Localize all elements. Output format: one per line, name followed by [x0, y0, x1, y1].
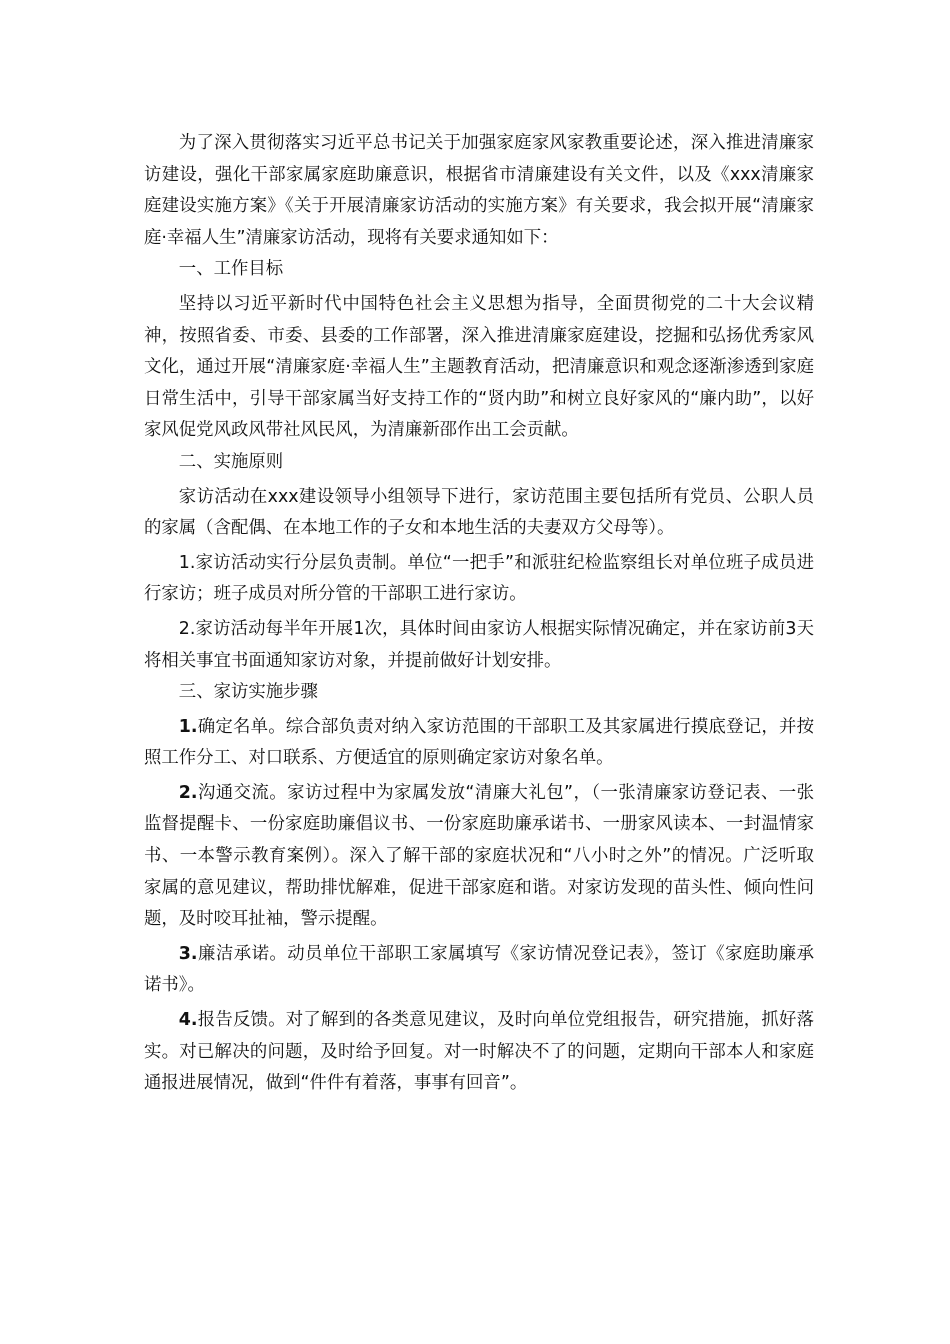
section-2-item-2: 2.家访活动每半年开展1次，具体时间由家访人根据实际情况确定，并在家访前3天将相关事宜书面通知家访对象，并提前做好计划安排。 — [144, 618, 814, 671]
step-number: 1. — [178, 716, 198, 737]
section-3-step-1 — [144, 712, 814, 775]
intro-paragraph: 为了深入贯彻落实习近平总书记关于加强家庭家风家教重要论述，深入推进清廉家访建设，强化干部家属家庭助廉意识，根据省市清廉建设有关文件，以及《xxx清廉家庭建设实施方案》《关于开展清廉家访活动的实施方案》有关要求，我会拟开展“清廉家庭·幸福人生”清廉家访活动，现将有关要求通知如下： — [144, 133, 814, 248]
step-text: 廉洁承诺。动员单位干部职工家属填写《家访情况登记表》，签订《家庭助廉承诺书》。 — [144, 943, 814, 996]
section-3-heading: 三、家访实施步骤 — [178, 682, 318, 703]
step-text: 确定名单。综合部负责对纳入家访范围的干部职工及其家属进行摸底登记，并按照工作分工、对口联系、方便适宜的原则确定家访对象名单。 — [144, 716, 814, 769]
section-1-body: 坚持以习近平新时代中国特色社会主义思想为指导，全面贯彻党的二十大会议精神，按照省委、市委、县委的工作部署，深入推进清廉家庭建设，挖掘和弘扬优秀家风文化，通过开展“清廉家庭·幸福人生”主题教育活动，把清廉意识和观念逐渐渗透到家庭日常生活中，引导干部家属当好支持工作的“贤内助”和树立良好家风的“廉内助”，以好家风促党风政风带社风民风，为清廉新邵作出工会贡献。 — [144, 293, 814, 441]
step-number: 3. — [178, 943, 198, 964]
step-number: 2. — [178, 782, 198, 803]
step-text: 报告反馈。对了解到的各类意见建议，及时向单位党组报告，研究措施，抓好落实。对已解决的问题，及时给予回复。对一时解决不了的问题，定期向干部本人和家庭通报进展情况，做到“件件有着落，事事有回音”。 — [144, 1010, 814, 1094]
section-3-step-2 — [144, 778, 814, 936]
section-3-step-3 — [144, 939, 814, 1002]
section-3-step-4 — [144, 1005, 814, 1100]
step-number: 4. — [178, 1010, 198, 1031]
section-2-body: 家访活动在xxx建设领导小组领导下进行，家访范围主要包括所有党员、公职人员的家属（含配偶、在本地工作的子女和本地生活的夫妻双方父母等）。 — [144, 486, 814, 539]
section-1-heading: 一、工作目标 — [178, 259, 284, 280]
section-2-item-1: 1.家访活动实行分层负责制。单位“一把手”和派驻纪检监察组长对单位班子成员进行家访；班子成员对所分管的干部职工进行家访。 — [144, 552, 814, 605]
section-2-heading: 二、实施原则 — [178, 451, 284, 472]
document-page — [144, 128, 814, 1100]
step-text: 沟通交流。家访过程中为家属发放“清廉大礼包”，（一张清廉家访登记表、一张监督提醒卡、一份家庭助廉倡议书、一份家庭助廉承诺书、一册家风读本、一封温情家书、一本警示教育案例）。深入了解干部的家庭状况和“八小时之外”的情况。广泛听取家属的意见建议，帮助排忧解难，促进干部家庭和谐。对家访发现的苗头性、倾向性问题，及时咬耳扯袖，警示提醒。 — [144, 782, 814, 930]
